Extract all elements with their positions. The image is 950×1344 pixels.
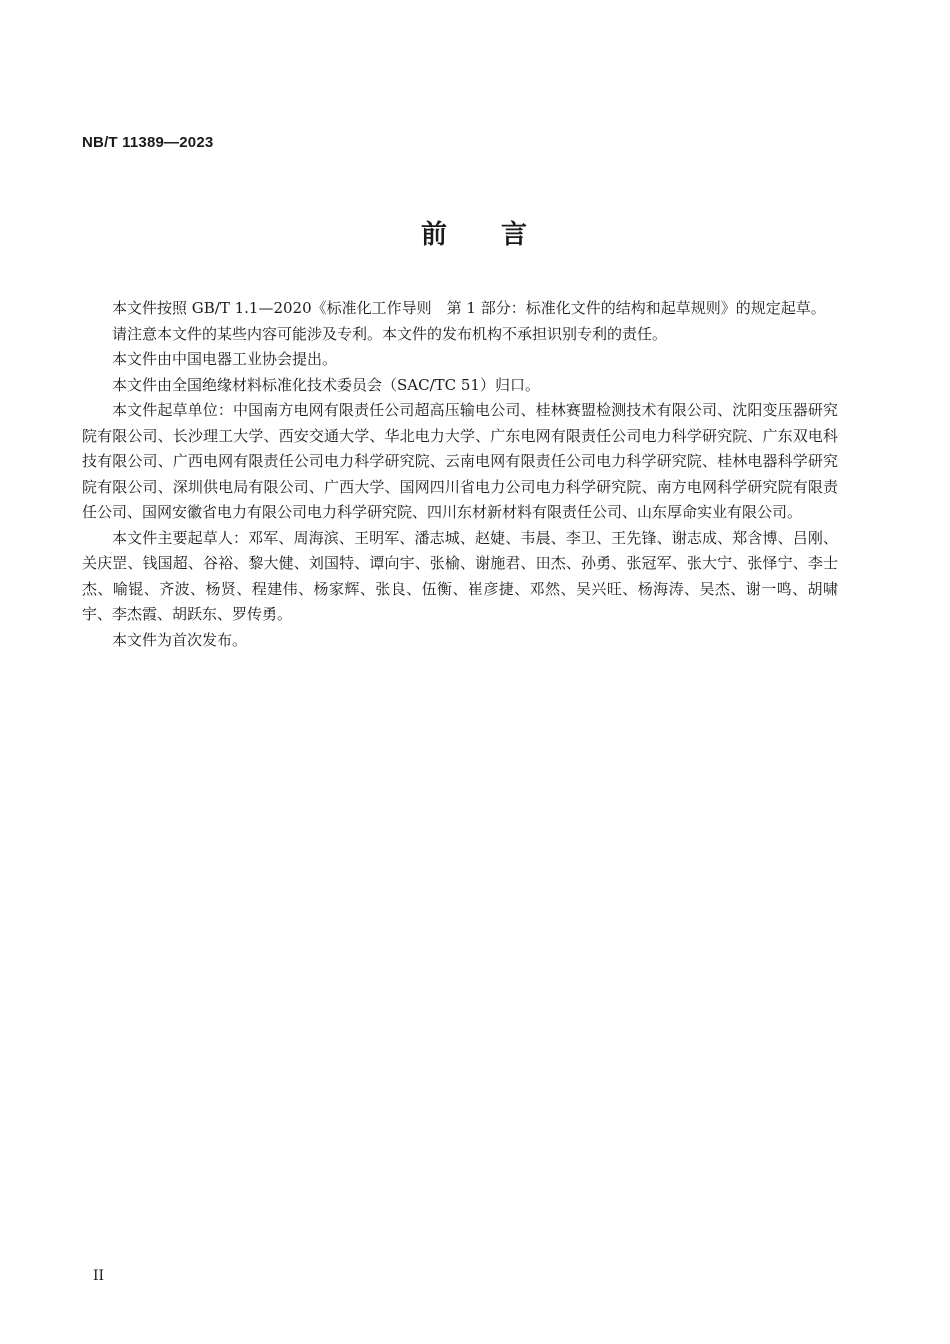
paragraph-drafting-units: 本文件起草单位：中国南方电网有限责任公司超高压输电公司、桂林赛盟检测技术有限公司、沈阳变压器研究院有限公司、长沙理工大学、西安交通大学、华北电力大学、广东电网有限责任公司电力科学研究院、广东双电科技有限公司、广西电网有限责任公司电力科学研究院、云南电网有限责任公司电力科学研究院、桂林电器科学研究院有限公司、深圳供电局有限公司、广西大学、国网四川省电力公司电力科学研究院、南方电网科学研究院有限责任公司、国网安徽省电力有限公司电力科学研究院、四川东材新材料有限责任公司、山东厚命实业有限公司。 [82, 401, 838, 521]
paragraph-drafting-rules: 本文件按照 GB/T 1.1—2020《标准化工作导则 第 1 部分：标准化文件的结构和起草规则》的规定起草。 [112, 299, 826, 317]
paragraph-proposer: 本文件由中国电器工业协会提出。 [112, 350, 338, 368]
title-char-1: 前 [420, 220, 449, 250]
paragraph-patent-notice: 请注意本文件的某些内容可能涉及专利。本文件的发布机构不承担识别专利的责任。 [112, 324, 668, 343]
page-title [0, 214, 950, 251]
page-number: II [93, 1268, 105, 1284]
paragraph-first-release: 本文件为首次发布。 [112, 630, 248, 649]
preface-body [82, 296, 838, 653]
paragraph-technical-committee: 本文件由全国绝缘材料标准化技术委员会（SAC/TC 51）归口。 [112, 375, 540, 394]
title-char-2: 言 [501, 220, 530, 250]
standard-code: NB/T 11389—2023 [82, 134, 214, 151]
paragraph-drafters: 本文件主要起草人：邓军、周海滨、王明军、潘志城、赵婕、韦晨、李卫、王先锋、谢志成、郑含博、吕刚、关庆罡、钱国超、谷裕、黎大健、刘国特、谭向宇、张榆、谢施君、田杰、孙勇、张冠军、张大宁、张怿宁、李士杰、喻锟、齐波、杨贤、程建伟、杨家辉、张良、伍衡、崔彦捷、邓然、吴兴旺、杨海涛、吴杰、谢一鸣、胡啸宇、李杰霞、胡跃东、罗传勇。 [82, 528, 838, 623]
